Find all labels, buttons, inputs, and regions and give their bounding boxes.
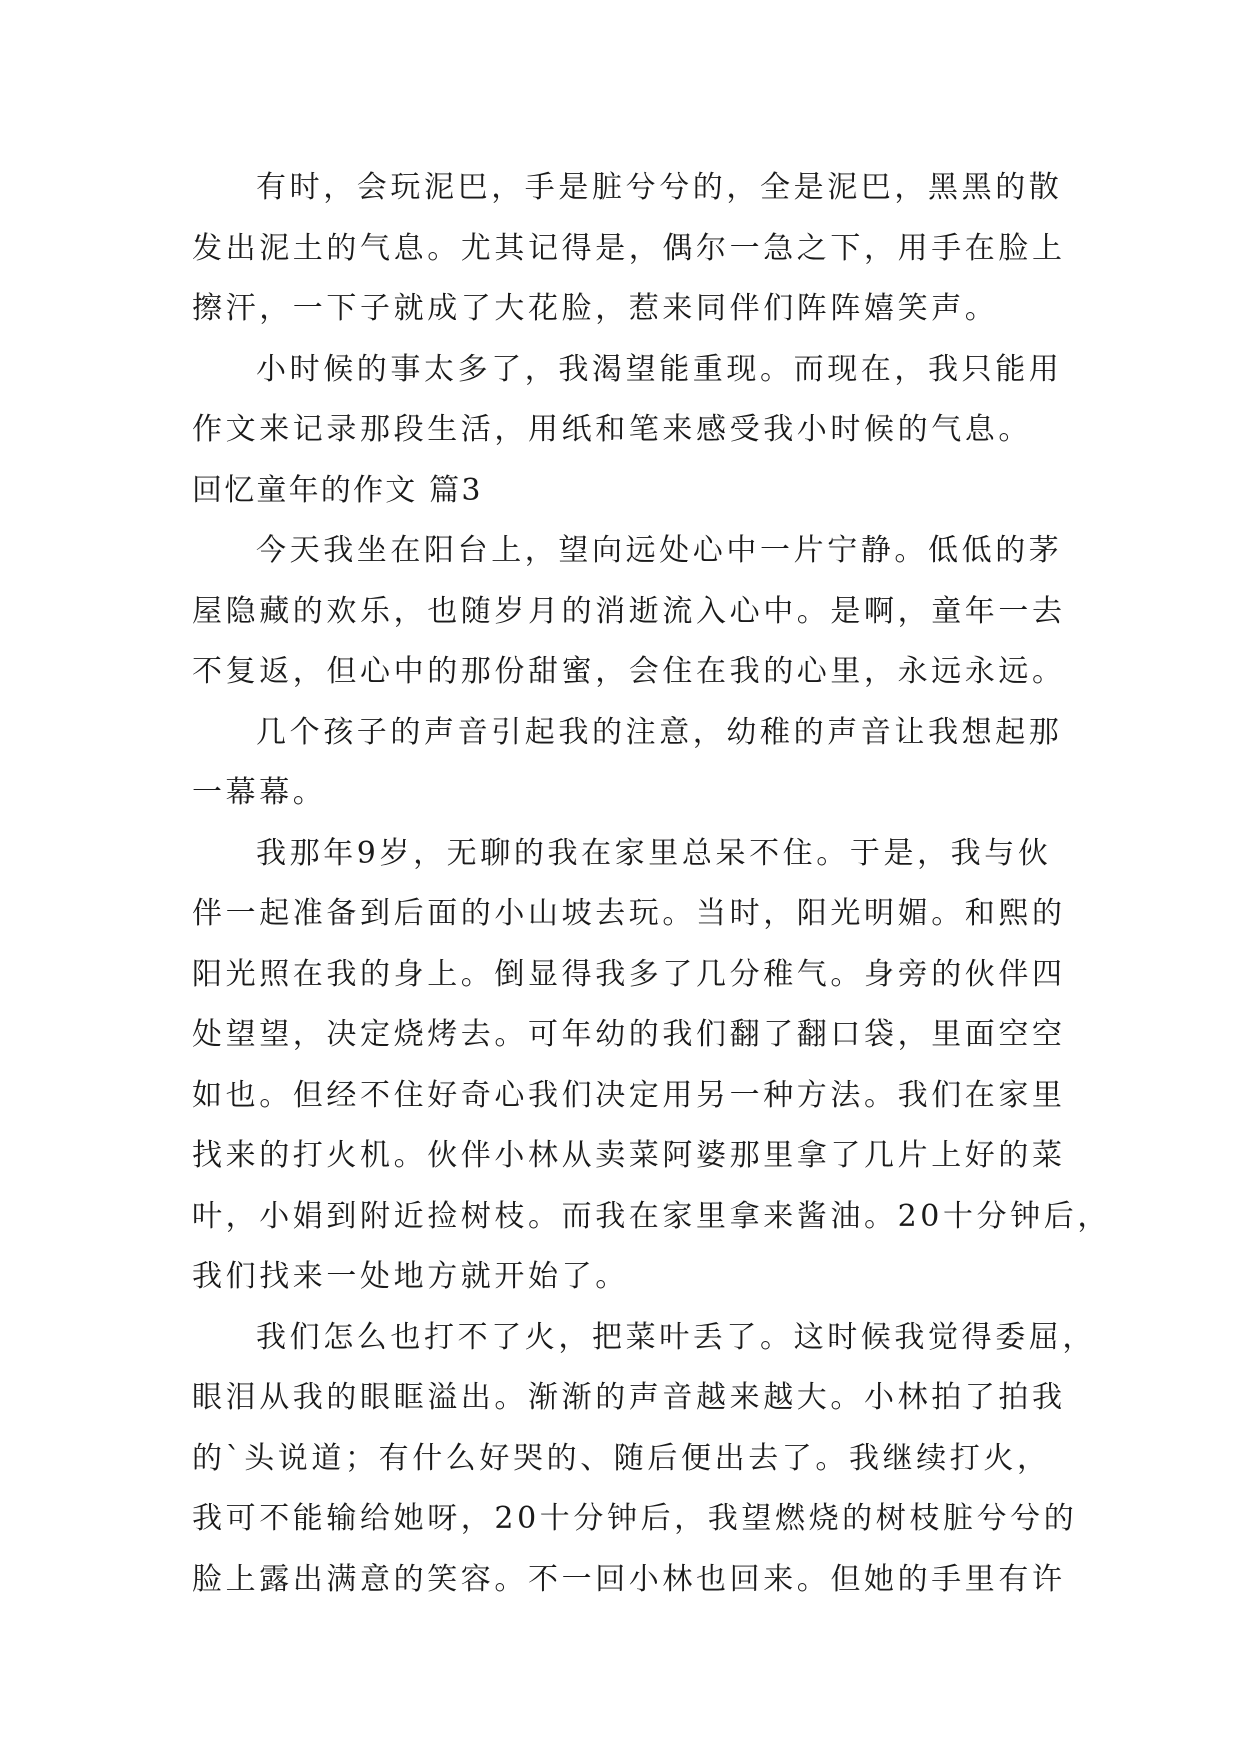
text-line: 有时，会玩泥巴，手是脏兮兮的，全是泥巴，黑黑的散 — [256, 170, 1063, 205]
text-line: 找来的打火机。伙伴小林从卖菜阿婆那里拿了几片上好的菜 — [192, 1138, 1066, 1173]
text-line: 几个孩子的声音引起我的注意，幼稚的声音让我想起那 — [256, 714, 1063, 750]
text-line: 如也。但经不住好奇心我们决定用另一种方法。我们在家里 — [192, 1077, 1066, 1113]
text-line: 我可不能输给她呀，20十分钟后，我望燃烧的树枝脏兮兮的 — [192, 1501, 1078, 1536]
text-line: 一幕幕。 — [192, 775, 327, 810]
text-line: 处望望，决定烧烤去。可年幼的我们翻了翻口袋，里面空空 — [192, 1017, 1066, 1052]
text-line: 我们怎么也打不了火，把菜叶丢了。这时候我觉得委屈， — [256, 1319, 1096, 1355]
text-line: 发出泥土的气息。尤其记得是，偶尔一急之下，用手在脸上 — [192, 230, 1066, 266]
text-line: 屋隐藏的欢乐，也随岁月的消逝流入心中。是啊，童年一去 — [192, 593, 1066, 629]
document-body — [192, 158, 1111, 1610]
text-line: 的`头说道；有什么好哭的、随后便出去了。我继续打火， — [192, 1440, 1051, 1476]
text-line: 小时候的事太多了，我渴望能重现。而现在，我只能用 — [256, 351, 1063, 387]
text-line: 今天我坐在阳台上，望向远处心中一片宁静。低低的茅 — [256, 533, 1063, 568]
text-line: 阳光照在我的身上。倒显得我多了几分稚气。身旁的伙伴四 — [192, 956, 1066, 992]
text-line: 脸上露出满意的笑容。不一回小林也回来。但她的手里有许 — [192, 1561, 1066, 1597]
text-line: 伴一起准备到后面的小山坡去玩。当时，阳光明媚。和熙的 — [192, 896, 1066, 931]
text-line: 作文来记录那段生活，用纸和笔来感受我小时候的气息。 — [192, 412, 1032, 447]
text-line: 不复返，但心中的那份甜蜜，会住在我的心里，永远永远。 — [192, 654, 1066, 689]
section-heading: 回忆童年的作文 篇3 — [192, 472, 483, 508]
text-line: 擦汗，一下子就成了大花脸，惹来同伴们阵阵嬉笑声。 — [192, 291, 999, 326]
text-line: 我那年9岁，无聊的我在家里总呆不住。于是，我与伙 — [256, 835, 1052, 871]
text-line: 眼泪从我的眼眶溢出。渐渐的声音越来越大。小林拍了拍我 — [192, 1380, 1066, 1415]
text-line: 我们找来一处地方就开始了。 — [192, 1259, 629, 1294]
text-line: 叶，小娟到附近捡树枝。而我在家里拿来酱油。20十分钟后， — [192, 1198, 1111, 1234]
